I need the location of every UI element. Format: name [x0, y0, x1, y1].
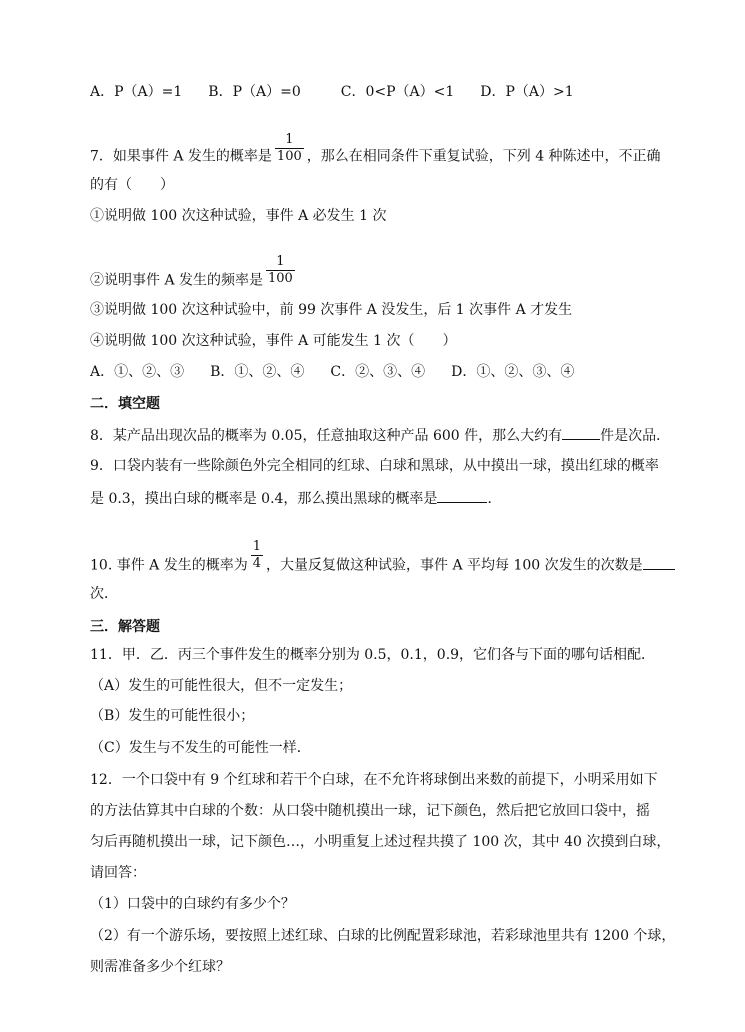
q10-text-start: 10. 事件 A 发生的概率为	[90, 557, 248, 574]
q9-answer-blank	[437, 488, 487, 503]
q6-options	[90, 82, 574, 102]
q7-statement-3: ③说明做 100 次这种试验中，前 99 次事件 A 没发生，后 1 次事件 A 才发生	[90, 302, 573, 318]
q9-line2-end: ．	[487, 491, 502, 507]
q12-line1: 12．一个口袋中有 9 个红球和若干个白球，在不允许将球倒出来数的前提下，小明采用如下	[90, 772, 658, 788]
q12-line3: 匀后再随机摸出一球，记下颜色…，小明重复上述过程共摸了 100 次，其中 40 次摸到白球，	[90, 834, 671, 850]
q7-statement-1: ①说明做 100 次这种试验，事件 A 必发生 1 次	[90, 208, 387, 224]
q7-stem-start: 7．如果事件 A 发生的概率是	[90, 148, 272, 165]
fraction-numerator: 1	[276, 254, 285, 269]
q9-line1: 9．口袋内装有一些除颜色外完全相同的红球、白球和黑球，从中摸出一球，摸出红球的概率	[90, 458, 659, 474]
q12-part2-line1: （2）有一个游乐场，要按照上述红球、白球的比例配置彩球池，若彩球池里共有 1200 个球，	[90, 928, 676, 944]
q9-line2	[90, 488, 501, 509]
q7-stem	[90, 132, 661, 173]
q8-text-start: 8．某产品出现次品的概率为 0.05，任意抽取这种产品 600 件，那么大约有	[90, 428, 563, 444]
q7-statement-4: ④说明做 100 次这种试验，事件 A 可能发生 1 次（ ）	[90, 333, 457, 349]
q7-option-a: A．①、②、③	[90, 364, 185, 380]
q10	[90, 539, 675, 582]
q7-option-b: B．①、②、④	[210, 364, 305, 380]
q8	[90, 425, 670, 446]
q7-stem-end: ，那么在相同条件下重复试验，下列 4 种陈述中，不正确	[306, 148, 661, 165]
q8-answer-blank	[562, 425, 600, 440]
q11-stem: 11．甲．乙．丙三个事件发生的概率分别为 0.5，0.1，0.9，它们各与下面的哪句话相配．	[90, 647, 656, 663]
q12-line4: 请回答：	[90, 865, 146, 881]
q12-part2-line2: 则需准备多少个红球？	[90, 959, 230, 975]
q9-line2-text: 是 0.3，摸出白球的概率是 0.4，那么摸出黑球的概率是	[90, 491, 438, 507]
q8-text-end: 件是次品．	[600, 428, 671, 444]
q7-line2: 的有（ ）	[90, 177, 174, 193]
q7-option-d: D．①、②、③、④	[451, 364, 575, 380]
q12-part1: （1）口袋中的白球约有多少个？	[90, 896, 295, 912]
q7-options	[90, 362, 574, 382]
q7-statement-2-text: ②说明事件 A 发生的频率是	[90, 272, 264, 289]
q7-statement-2-fraction	[266, 254, 295, 287]
q7-fraction	[275, 132, 304, 165]
fraction-denominator: 4	[252, 556, 262, 571]
q6-option-b: B．P（A）=0	[208, 84, 301, 100]
q6-option-a: A．P（A）=1	[90, 84, 183, 100]
q12-line2: 的方法估算其中白球的个数：从口袋中随机摸出一球，记下颜色，然后把它放回口袋中，摇	[90, 803, 650, 819]
q11-option-b: （B）发生的可能性很小；	[90, 708, 255, 724]
q10-text-end: ，大量反复做这种试验，事件 A 平均每 100 次发生的次数是	[266, 557, 643, 574]
fraction-denominator: 100	[276, 149, 302, 164]
q10-line2: 次．	[90, 586, 118, 602]
fraction-numerator: 1	[252, 539, 262, 554]
fraction-numerator: 1	[285, 132, 294, 147]
section-solution-heading: 三．解答题	[90, 619, 160, 635]
q10-answer-blank	[643, 555, 675, 570]
q11-option-c: （C）发生与不发生的可能性一样．	[90, 740, 311, 756]
q10-fraction	[251, 539, 263, 572]
q6-option-d: D．P（A）>1	[480, 84, 574, 100]
section-fill-in-heading: 二．填空题	[90, 396, 160, 412]
fraction-denominator: 100	[268, 271, 293, 286]
q6-option-c: C．0<P（A）<1	[340, 84, 455, 100]
q7-option-c: C．②、③、④	[330, 364, 426, 380]
q11-option-a: （A）发生的可能性很大，但不一定发生；	[90, 678, 353, 694]
q7-statement-2	[90, 254, 298, 297]
